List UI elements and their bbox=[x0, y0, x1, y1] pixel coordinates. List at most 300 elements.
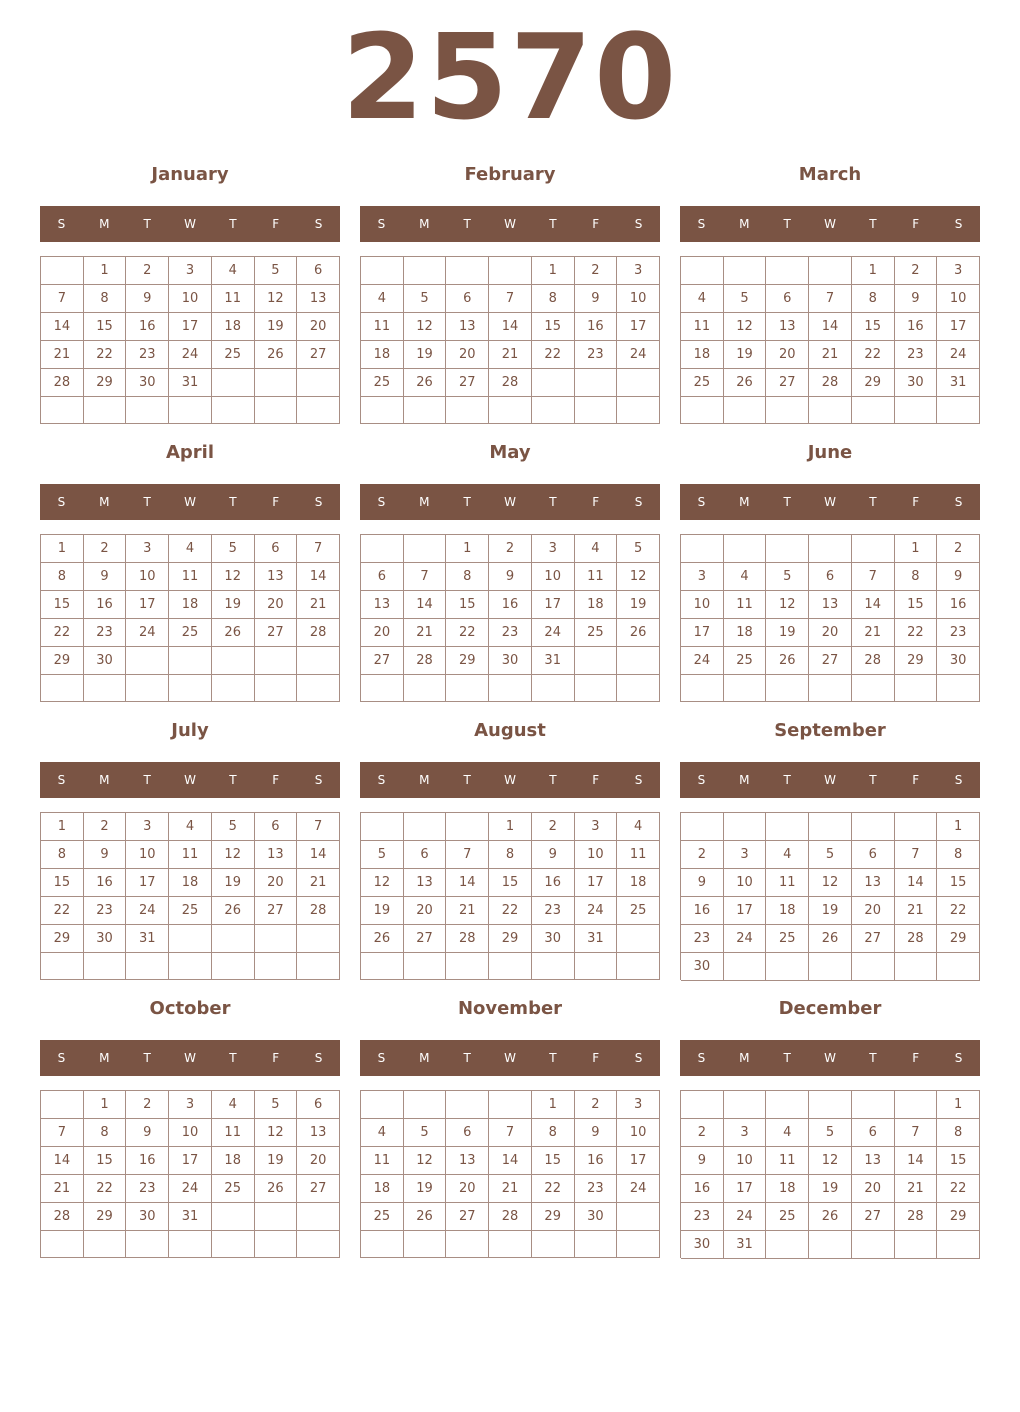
weekday-label: M bbox=[99, 773, 110, 787]
day-cell: 13 bbox=[255, 563, 298, 591]
day-cell: 10 bbox=[532, 563, 575, 591]
day-cell: 24 bbox=[617, 1175, 660, 1203]
month-may bbox=[360, 438, 660, 702]
empty-day-cell bbox=[404, 675, 447, 702]
month-name: April bbox=[165, 442, 215, 463]
empty-day-cell bbox=[575, 369, 618, 397]
empty-day-cell bbox=[361, 953, 404, 980]
day-cell: 16 bbox=[575, 313, 618, 341]
day-cell: 11 bbox=[766, 1147, 809, 1175]
empty-day-cell bbox=[617, 369, 660, 397]
day-cell: 27 bbox=[809, 647, 852, 675]
day-cell: 23 bbox=[575, 341, 618, 369]
empty-day-cell bbox=[126, 953, 169, 980]
weekday-header bbox=[40, 206, 340, 242]
empty-day-cell bbox=[809, 953, 852, 981]
day-cell: 12 bbox=[404, 313, 447, 341]
day-cell: 17 bbox=[681, 619, 724, 647]
empty-day-cell bbox=[297, 397, 340, 424]
day-cell: 28 bbox=[297, 619, 340, 647]
day-cell: 6 bbox=[809, 563, 852, 591]
day-cell: 30 bbox=[575, 1203, 618, 1231]
month-name: November bbox=[457, 998, 563, 1019]
empty-day-cell bbox=[575, 647, 618, 675]
day-cell: 19 bbox=[404, 341, 447, 369]
day-cell: 24 bbox=[937, 341, 980, 369]
day-cell: 9 bbox=[937, 563, 980, 591]
empty-day-cell bbox=[297, 369, 340, 397]
month-august bbox=[360, 716, 660, 980]
empty-day-cell bbox=[809, 535, 852, 563]
empty-day-cell bbox=[724, 953, 767, 981]
weekday-label: S bbox=[954, 1051, 963, 1065]
empty-day-cell bbox=[41, 953, 84, 980]
weekday-label: F bbox=[592, 773, 600, 787]
day-cell: 16 bbox=[575, 1147, 618, 1175]
day-cell: 8 bbox=[41, 563, 84, 591]
day-cell: 22 bbox=[84, 341, 127, 369]
day-cell: 15 bbox=[489, 869, 532, 897]
empty-day-cell bbox=[617, 647, 660, 675]
weekday-label: F bbox=[912, 217, 920, 231]
empty-day-cell bbox=[489, 953, 532, 980]
day-cell: 17 bbox=[575, 869, 618, 897]
day-cell: 17 bbox=[126, 869, 169, 897]
weekday-label: S bbox=[954, 773, 963, 787]
empty-day-cell bbox=[212, 675, 255, 702]
empty-day-cell bbox=[361, 813, 404, 841]
day-cell: 7 bbox=[297, 535, 340, 563]
weekday-label: T bbox=[229, 495, 237, 509]
day-cell: 18 bbox=[766, 897, 809, 925]
day-cell: 3 bbox=[169, 1091, 212, 1119]
day-cell: 1 bbox=[41, 813, 84, 841]
empty-day-cell bbox=[809, 1091, 852, 1119]
empty-day-cell bbox=[895, 1231, 938, 1259]
day-grid bbox=[360, 1090, 660, 1258]
day-cell: 2 bbox=[489, 535, 532, 563]
day-cell: 24 bbox=[575, 897, 618, 925]
weekday-header bbox=[360, 206, 660, 242]
empty-day-cell bbox=[532, 369, 575, 397]
empty-day-cell bbox=[617, 925, 660, 953]
empty-day-cell bbox=[532, 397, 575, 424]
day-cell: 7 bbox=[852, 563, 895, 591]
day-cell: 22 bbox=[937, 1175, 980, 1203]
day-cell: 6 bbox=[766, 285, 809, 313]
weekday-label: S bbox=[314, 773, 323, 787]
day-cell: 21 bbox=[895, 897, 938, 925]
day-cell: 26 bbox=[404, 1203, 447, 1231]
weekday-label: M bbox=[419, 495, 430, 509]
month-name: May bbox=[489, 442, 531, 463]
empty-day-cell bbox=[169, 953, 212, 980]
weekday-label: T bbox=[463, 773, 471, 787]
weekday-label: F bbox=[912, 773, 920, 787]
day-cell: 15 bbox=[84, 1147, 127, 1175]
day-cell: 20 bbox=[446, 1175, 489, 1203]
weekday-header bbox=[40, 1040, 340, 1076]
empty-day-cell bbox=[126, 647, 169, 675]
day-cell: 4 bbox=[681, 285, 724, 313]
empty-day-cell bbox=[532, 953, 575, 980]
day-cell: 13 bbox=[446, 313, 489, 341]
day-cell: 27 bbox=[446, 369, 489, 397]
day-cell: 21 bbox=[297, 591, 340, 619]
day-cell: 19 bbox=[617, 591, 660, 619]
day-cell: 17 bbox=[724, 1175, 767, 1203]
day-cell: 8 bbox=[937, 841, 980, 869]
day-cell: 8 bbox=[489, 841, 532, 869]
day-cell: 6 bbox=[361, 563, 404, 591]
day-cell: 17 bbox=[724, 897, 767, 925]
day-cell: 31 bbox=[126, 925, 169, 953]
empty-day-cell bbox=[446, 1091, 489, 1119]
day-cell: 12 bbox=[212, 841, 255, 869]
day-cell: 20 bbox=[361, 619, 404, 647]
day-cell: 15 bbox=[937, 1147, 980, 1175]
day-cell: 26 bbox=[617, 619, 660, 647]
day-cell: 19 bbox=[255, 313, 298, 341]
day-cell: 17 bbox=[169, 313, 212, 341]
day-cell: 23 bbox=[681, 925, 724, 953]
day-cell: 9 bbox=[575, 285, 618, 313]
weekday-label: F bbox=[272, 1051, 280, 1065]
day-cell: 20 bbox=[766, 341, 809, 369]
day-cell: 12 bbox=[255, 285, 298, 313]
empty-day-cell bbox=[852, 675, 895, 702]
day-cell: 21 bbox=[41, 1175, 84, 1203]
empty-day-cell bbox=[575, 1231, 618, 1258]
day-cell: 15 bbox=[41, 869, 84, 897]
day-cell: 9 bbox=[895, 285, 938, 313]
empty-day-cell bbox=[446, 953, 489, 980]
weekday-label: W bbox=[504, 1051, 516, 1065]
day-cell: 26 bbox=[809, 1203, 852, 1231]
day-cell: 27 bbox=[255, 619, 298, 647]
empty-day-cell bbox=[255, 1203, 298, 1231]
empty-day-cell bbox=[575, 953, 618, 980]
empty-day-cell bbox=[84, 397, 127, 424]
day-cell: 30 bbox=[895, 369, 938, 397]
day-cell: 31 bbox=[724, 1231, 767, 1259]
weekday-label: W bbox=[504, 495, 516, 509]
day-cell: 13 bbox=[852, 1147, 895, 1175]
weekday-label: S bbox=[697, 217, 706, 231]
day-cell: 28 bbox=[852, 647, 895, 675]
day-cell: 18 bbox=[169, 869, 212, 897]
empty-day-cell bbox=[404, 813, 447, 841]
weekday-label: W bbox=[504, 217, 516, 231]
day-cell: 22 bbox=[489, 897, 532, 925]
day-cell: 6 bbox=[852, 1119, 895, 1147]
day-cell: 10 bbox=[575, 841, 618, 869]
day-cell: 29 bbox=[895, 647, 938, 675]
day-cell: 5 bbox=[809, 841, 852, 869]
day-cell: 11 bbox=[681, 313, 724, 341]
day-cell: 9 bbox=[575, 1119, 618, 1147]
empty-day-cell bbox=[212, 369, 255, 397]
day-cell: 28 bbox=[41, 1203, 84, 1231]
day-cell: 13 bbox=[297, 285, 340, 313]
day-cell: 12 bbox=[724, 313, 767, 341]
empty-day-cell bbox=[297, 675, 340, 702]
day-cell: 20 bbox=[852, 897, 895, 925]
day-cell: 18 bbox=[212, 313, 255, 341]
day-cell: 2 bbox=[895, 257, 938, 285]
month-april bbox=[40, 438, 340, 702]
day-cell: 18 bbox=[212, 1147, 255, 1175]
empty-day-cell bbox=[404, 535, 447, 563]
day-cell: 19 bbox=[212, 591, 255, 619]
empty-day-cell bbox=[681, 675, 724, 702]
weekday-label: M bbox=[99, 217, 110, 231]
empty-day-cell bbox=[255, 675, 298, 702]
day-cell: 14 bbox=[489, 1147, 532, 1175]
empty-day-cell bbox=[532, 675, 575, 702]
day-cell: 9 bbox=[126, 285, 169, 313]
weekday-label: F bbox=[272, 217, 280, 231]
day-cell: 23 bbox=[575, 1175, 618, 1203]
day-cell: 1 bbox=[489, 813, 532, 841]
day-cell: 31 bbox=[575, 925, 618, 953]
day-cell: 23 bbox=[84, 897, 127, 925]
weekday-label: T bbox=[869, 217, 877, 231]
day-cell: 1 bbox=[532, 1091, 575, 1119]
day-cell: 4 bbox=[766, 1119, 809, 1147]
day-cell: 28 bbox=[809, 369, 852, 397]
day-cell: 20 bbox=[255, 869, 298, 897]
day-cell: 8 bbox=[84, 1119, 127, 1147]
month-name: September bbox=[774, 720, 886, 741]
day-cell: 30 bbox=[84, 925, 127, 953]
day-cell: 16 bbox=[532, 869, 575, 897]
day-cell: 21 bbox=[404, 619, 447, 647]
day-cell: 18 bbox=[575, 591, 618, 619]
weekday-label: T bbox=[783, 495, 791, 509]
day-cell: 21 bbox=[809, 341, 852, 369]
empty-day-cell bbox=[404, 257, 447, 285]
month-name: March bbox=[798, 164, 862, 185]
day-cell: 26 bbox=[404, 369, 447, 397]
empty-day-cell bbox=[809, 813, 852, 841]
empty-day-cell bbox=[361, 397, 404, 424]
empty-day-cell bbox=[169, 925, 212, 953]
weekday-label: W bbox=[824, 773, 836, 787]
day-cell: 17 bbox=[617, 1147, 660, 1175]
day-cell: 15 bbox=[84, 313, 127, 341]
day-cell: 22 bbox=[41, 619, 84, 647]
weekday-label: T bbox=[463, 495, 471, 509]
weekday-label: W bbox=[184, 217, 196, 231]
empty-day-cell bbox=[681, 397, 724, 424]
year-title: 2570 bbox=[341, 8, 679, 146]
month-name: August bbox=[474, 720, 546, 741]
weekday-label: T bbox=[463, 217, 471, 231]
day-cell: 5 bbox=[809, 1119, 852, 1147]
day-cell: 5 bbox=[212, 813, 255, 841]
empty-day-cell bbox=[361, 675, 404, 702]
day-cell: 16 bbox=[937, 591, 980, 619]
empty-day-cell bbox=[617, 1203, 660, 1231]
day-cell: 12 bbox=[809, 869, 852, 897]
empty-day-cell bbox=[809, 257, 852, 285]
day-cell: 5 bbox=[724, 285, 767, 313]
day-cell: 13 bbox=[297, 1119, 340, 1147]
weekday-label: S bbox=[697, 1051, 706, 1065]
empty-day-cell bbox=[255, 1231, 298, 1258]
day-cell: 2 bbox=[681, 841, 724, 869]
day-grid bbox=[40, 812, 340, 980]
day-cell: 6 bbox=[446, 1119, 489, 1147]
empty-day-cell bbox=[724, 675, 767, 702]
weekday-label: T bbox=[143, 773, 151, 787]
weekday-label: W bbox=[184, 1051, 196, 1065]
day-cell: 14 bbox=[404, 591, 447, 619]
day-cell: 10 bbox=[126, 841, 169, 869]
weekday-label: T bbox=[229, 217, 237, 231]
day-cell: 9 bbox=[681, 1147, 724, 1175]
day-cell: 6 bbox=[255, 535, 298, 563]
day-cell: 18 bbox=[724, 619, 767, 647]
day-grid bbox=[680, 534, 980, 702]
day-cell: 16 bbox=[895, 313, 938, 341]
weekday-header bbox=[360, 762, 660, 798]
weekday-label: M bbox=[99, 495, 110, 509]
day-cell: 31 bbox=[937, 369, 980, 397]
empty-day-cell bbox=[84, 1231, 127, 1258]
day-cell: 17 bbox=[532, 591, 575, 619]
weekday-label: S bbox=[314, 217, 323, 231]
day-cell: 8 bbox=[937, 1119, 980, 1147]
day-cell: 14 bbox=[809, 313, 852, 341]
day-cell: 22 bbox=[532, 1175, 575, 1203]
day-cell: 16 bbox=[681, 1175, 724, 1203]
empty-day-cell bbox=[297, 953, 340, 980]
day-cell: 28 bbox=[489, 1203, 532, 1231]
day-cell: 4 bbox=[361, 285, 404, 313]
day-cell: 14 bbox=[297, 563, 340, 591]
day-cell: 5 bbox=[255, 1091, 298, 1119]
empty-day-cell bbox=[41, 257, 84, 285]
day-cell: 1 bbox=[937, 813, 980, 841]
empty-day-cell bbox=[681, 535, 724, 563]
weekday-label: S bbox=[377, 495, 386, 509]
day-cell: 16 bbox=[84, 591, 127, 619]
empty-day-cell bbox=[852, 813, 895, 841]
empty-day-cell bbox=[169, 647, 212, 675]
day-grid bbox=[680, 256, 980, 424]
empty-day-cell bbox=[297, 1203, 340, 1231]
day-cell: 31 bbox=[169, 1203, 212, 1231]
day-cell: 21 bbox=[895, 1175, 938, 1203]
day-cell: 26 bbox=[212, 897, 255, 925]
day-cell: 22 bbox=[895, 619, 938, 647]
day-cell: 28 bbox=[41, 369, 84, 397]
day-cell: 29 bbox=[489, 925, 532, 953]
empty-day-cell bbox=[126, 397, 169, 424]
weekday-label: S bbox=[697, 773, 706, 787]
day-cell: 26 bbox=[212, 619, 255, 647]
day-cell: 22 bbox=[852, 341, 895, 369]
day-cell: 25 bbox=[575, 619, 618, 647]
day-cell: 7 bbox=[41, 1119, 84, 1147]
day-cell: 23 bbox=[681, 1203, 724, 1231]
day-cell: 3 bbox=[575, 813, 618, 841]
day-cell: 29 bbox=[84, 1203, 127, 1231]
weekday-header bbox=[680, 484, 980, 520]
weekday-label: S bbox=[377, 1051, 386, 1065]
weekday-label: S bbox=[314, 495, 323, 509]
day-cell: 22 bbox=[84, 1175, 127, 1203]
day-cell: 18 bbox=[361, 341, 404, 369]
day-cell: 21 bbox=[489, 1175, 532, 1203]
day-cell: 23 bbox=[532, 897, 575, 925]
month-december bbox=[680, 994, 980, 1258]
day-cell: 27 bbox=[446, 1203, 489, 1231]
day-cell: 4 bbox=[724, 563, 767, 591]
day-cell: 9 bbox=[84, 563, 127, 591]
day-cell: 2 bbox=[937, 535, 980, 563]
day-cell: 24 bbox=[169, 1175, 212, 1203]
month-name: June bbox=[807, 442, 853, 463]
empty-day-cell bbox=[404, 1091, 447, 1119]
day-cell: 24 bbox=[681, 647, 724, 675]
empty-day-cell bbox=[41, 397, 84, 424]
empty-day-cell bbox=[84, 675, 127, 702]
day-cell: 4 bbox=[212, 1091, 255, 1119]
weekday-label: T bbox=[869, 1051, 877, 1065]
month-name: February bbox=[464, 164, 556, 185]
weekday-label: F bbox=[272, 495, 280, 509]
day-cell: 19 bbox=[809, 1175, 852, 1203]
day-cell: 4 bbox=[617, 813, 660, 841]
day-cell: 3 bbox=[724, 841, 767, 869]
day-cell: 14 bbox=[41, 1147, 84, 1175]
day-cell: 5 bbox=[361, 841, 404, 869]
empty-day-cell bbox=[489, 1091, 532, 1119]
day-cell: 11 bbox=[169, 841, 212, 869]
weekday-label: F bbox=[592, 495, 600, 509]
day-cell: 5 bbox=[766, 563, 809, 591]
day-cell: 7 bbox=[895, 1119, 938, 1147]
day-cell: 8 bbox=[532, 285, 575, 313]
day-cell: 16 bbox=[126, 313, 169, 341]
weekday-label: F bbox=[592, 1051, 600, 1065]
empty-day-cell bbox=[617, 953, 660, 980]
weekday-label: T bbox=[229, 773, 237, 787]
day-cell: 2 bbox=[532, 813, 575, 841]
empty-day-cell bbox=[617, 675, 660, 702]
empty-day-cell bbox=[126, 1231, 169, 1258]
day-cell: 8 bbox=[852, 285, 895, 313]
weekday-label: F bbox=[912, 495, 920, 509]
day-cell: 1 bbox=[84, 1091, 127, 1119]
empty-day-cell bbox=[212, 1231, 255, 1258]
day-cell: 31 bbox=[169, 369, 212, 397]
weekday-label: S bbox=[57, 773, 66, 787]
weekday-label: M bbox=[419, 217, 430, 231]
empty-day-cell bbox=[724, 535, 767, 563]
empty-day-cell bbox=[297, 647, 340, 675]
day-cell: 22 bbox=[446, 619, 489, 647]
day-cell: 2 bbox=[681, 1119, 724, 1147]
day-cell: 6 bbox=[852, 841, 895, 869]
empty-day-cell bbox=[724, 813, 767, 841]
day-cell: 3 bbox=[681, 563, 724, 591]
month-name: January bbox=[151, 164, 229, 185]
weekday-label: S bbox=[634, 495, 643, 509]
